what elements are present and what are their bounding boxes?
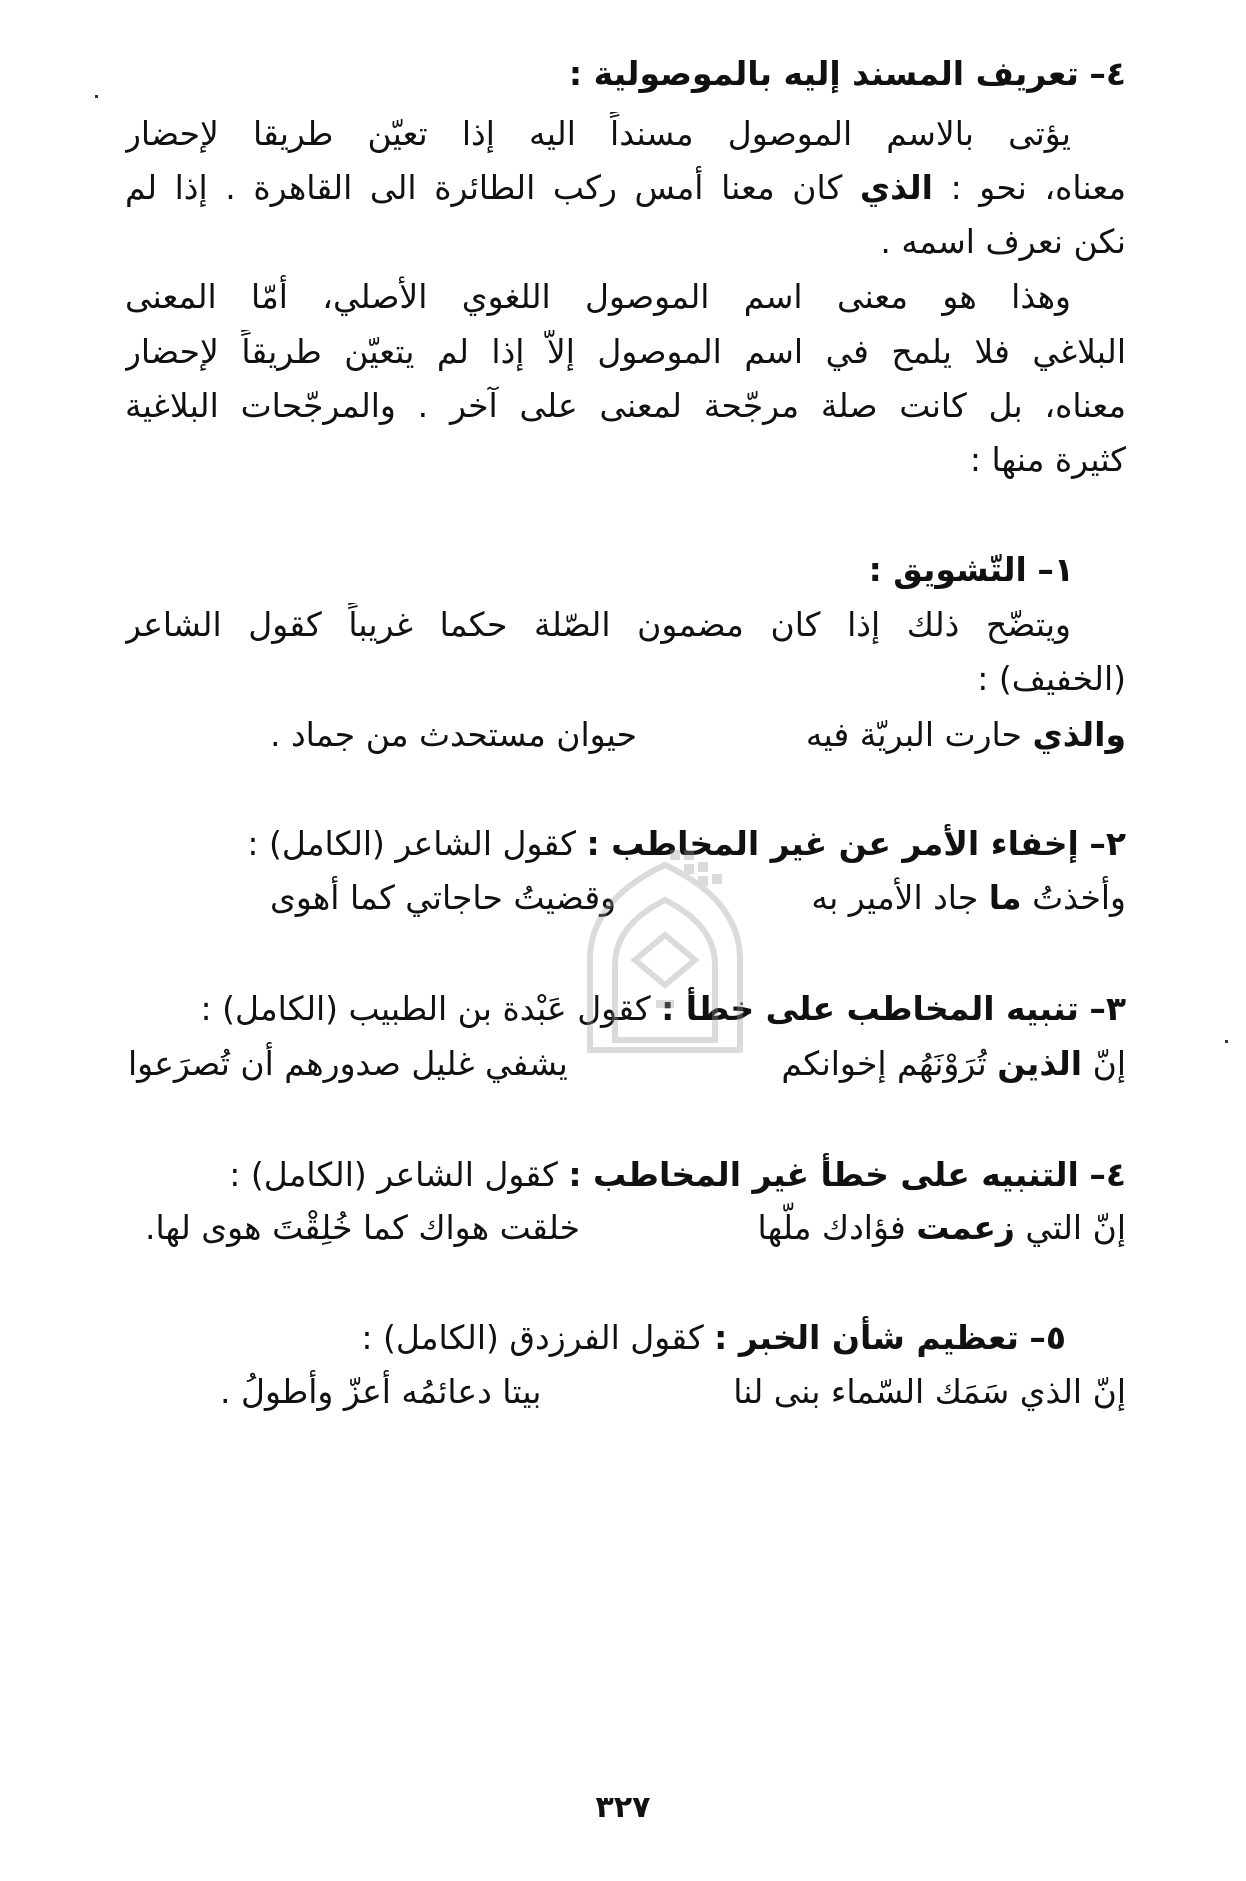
item-heading xyxy=(125,1316,1066,1360)
text-span: تُرَوْنَهُم إخوانكم xyxy=(781,1044,987,1083)
paragraph-line: يؤتى بالاسم الموصول مسنداً اليه إذا تعيّن طريقا لإحضار xyxy=(125,114,1071,153)
item-number: ٢– xyxy=(1089,824,1126,863)
verse-hemistich-right xyxy=(758,1206,1126,1250)
text-span: إنّ التي xyxy=(1025,1208,1126,1247)
verse-hemistich-right xyxy=(781,1042,1126,1086)
text-span: وأخذتُ xyxy=(1032,878,1126,917)
item-heading xyxy=(125,1153,1126,1197)
item-title: إخفاء الأمر عن غير المخاطب : xyxy=(586,824,1079,863)
verse-hemistich-right xyxy=(806,713,1126,757)
verse-hemistich-left: وقضيتُ حاجاتي كما أهوى xyxy=(270,878,617,917)
verse-hemistich-left: يشفي غليل صدورهم أن تُصرَعوا xyxy=(128,1044,568,1083)
item-number: ٤– xyxy=(1089,1155,1126,1194)
section-title xyxy=(125,52,1126,96)
paragraph-line: نكن نعرف اسمه . xyxy=(880,222,1126,261)
item-title: التّشويق : xyxy=(868,550,1027,589)
text-span: جاد الأمير به xyxy=(811,878,979,917)
paragraph-line: معناه، بل كانت صلة مرجّحة لمعنى على آخر . والمرجّحات البلاغية xyxy=(125,386,1126,425)
paragraph-line: ويتضّح ذلك إذا كان مضمون الصّلة حكما غريباً كقول الشاعر xyxy=(125,605,1071,644)
item-title: تعظيم شأن الخبر : xyxy=(714,1318,1019,1357)
highlight-word: زعمت xyxy=(916,1208,1015,1247)
text-span: معناه، نحو : xyxy=(950,168,1126,207)
text-span: حارت البريّة فيه xyxy=(805,715,1022,754)
verse-hemistich-left: خلقت هواك كما خُلِقْتَ هوى لها. xyxy=(145,1208,581,1247)
highlight-word: ما xyxy=(988,878,1022,917)
verse-hemistich-left: حيوان مستحدث من جماد . xyxy=(270,715,638,754)
text-span: إنّ xyxy=(1092,1044,1126,1083)
highlight-word: والذي xyxy=(1032,715,1126,754)
scan-speck xyxy=(95,95,98,98)
paragraph-line: (الخفيف) : xyxy=(977,659,1126,698)
item-title: التنبيه على خطأ غير المخاطب : xyxy=(568,1155,1079,1194)
highlight-word: الذي xyxy=(859,168,933,207)
item-rest: كقول الشاعر (الكامل) : xyxy=(229,1155,558,1194)
verse-hemistich-right: إنّ الذي سَمَك السّماء بنى لنا xyxy=(733,1372,1126,1411)
paragraph-line: البلاغي فلا يلمح في اسم الموصول إلاّ إذا لم يتعيّن طريقاً لإحضار xyxy=(125,332,1126,371)
text-span: فؤادك ملّها xyxy=(757,1208,906,1247)
library-emblem-icon xyxy=(560,840,770,1070)
item-number: ٣– xyxy=(1089,989,1126,1028)
item-number: ٥– xyxy=(1029,1318,1066,1357)
highlight-word: الذين xyxy=(997,1044,1083,1083)
paragraph-line: كثيرة منها : xyxy=(969,440,1126,479)
section-number: ٤– xyxy=(1089,54,1126,93)
paragraph-line xyxy=(125,166,1126,210)
verse-hemistich-right xyxy=(811,876,1126,920)
page-number: ٣٢٧ xyxy=(595,1790,651,1825)
item-rest: كقول الفرزدق (الكامل) : xyxy=(361,1318,704,1357)
text-span: كان معنا أمس ركب الطائرة الى القاهرة . إذا لم xyxy=(125,168,843,207)
section-title-text: تعريف المسند إليه بالموصولية : xyxy=(568,54,1079,93)
paragraph-line: وهذا هو معنى اسم الموصول اللغوي الأصلي، أمّا المعنى xyxy=(125,277,1071,316)
item-heading xyxy=(125,548,1074,592)
verse-hemistich-left: بيتا دعائمُه أعزّ وأطولُ . xyxy=(220,1372,542,1411)
scan-speck xyxy=(1225,1040,1228,1043)
item-title: تنبيه المخاطب على خطأ : xyxy=(661,989,1079,1028)
item-rest: كقول الشاعر (الكامل) : xyxy=(247,824,576,863)
item-rest: كقول عَبْدة بن الطبيب (الكامل) : xyxy=(200,989,651,1028)
item-number: ١– xyxy=(1037,550,1074,589)
